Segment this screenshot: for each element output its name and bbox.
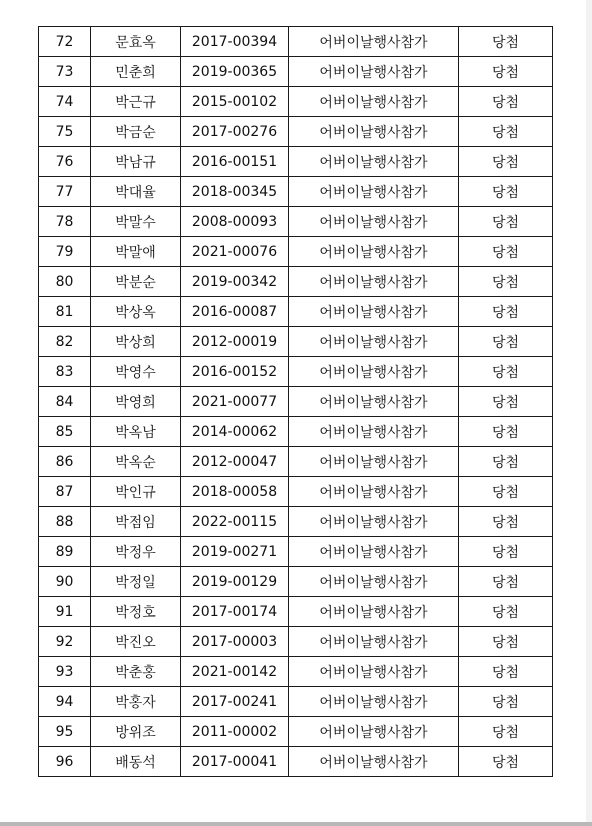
cell-name: 박옥남 (91, 417, 181, 447)
page-right-edge (586, 0, 592, 822)
cell-name: 문효옥 (91, 27, 181, 57)
cell-member-id: 2022-00115 (181, 507, 289, 537)
cell-number: 84 (39, 387, 91, 417)
cell-name: 민춘희 (91, 57, 181, 87)
cell-member-id: 2008-00093 (181, 207, 289, 237)
cell-name: 박영희 (91, 387, 181, 417)
cell-number: 72 (39, 27, 91, 57)
cell-number: 91 (39, 597, 91, 627)
cell-member-id: 2016-00151 (181, 147, 289, 177)
cell-number: 95 (39, 717, 91, 747)
cell-result: 당첨 (459, 717, 553, 747)
cell-result: 당첨 (459, 417, 553, 447)
cell-event: 어버이날행사참가 (289, 417, 459, 447)
cell-result: 당첨 (459, 87, 553, 117)
cell-result: 당첨 (459, 597, 553, 627)
cell-result: 당첨 (459, 387, 553, 417)
cell-result: 당첨 (459, 297, 553, 327)
cell-event: 어버이날행사참가 (289, 117, 459, 147)
cell-member-id: 2018-00345 (181, 177, 289, 207)
winners-table (38, 26, 553, 777)
cell-event: 어버이날행사참가 (289, 447, 459, 477)
table-row (39, 27, 553, 57)
cell-number: 93 (39, 657, 91, 687)
cell-result: 당첨 (459, 687, 553, 717)
cell-event: 어버이날행사참가 (289, 687, 459, 717)
cell-result: 당첨 (459, 507, 553, 537)
cell-name: 박상옥 (91, 297, 181, 327)
cell-number: 83 (39, 357, 91, 387)
cell-member-id: 2019-00342 (181, 267, 289, 297)
cell-name: 박옥순 (91, 447, 181, 477)
cell-name: 박상희 (91, 327, 181, 357)
cell-result: 당첨 (459, 177, 553, 207)
cell-event: 어버이날행사참가 (289, 627, 459, 657)
table-row (39, 57, 553, 87)
cell-member-id: 2017-00241 (181, 687, 289, 717)
table-row (39, 357, 553, 387)
cell-number: 90 (39, 567, 91, 597)
cell-member-id: 2021-00077 (181, 387, 289, 417)
cell-number: 86 (39, 447, 91, 477)
cell-name: 박춘홍 (91, 657, 181, 687)
cell-number: 78 (39, 207, 91, 237)
cell-result: 당첨 (459, 327, 553, 357)
cell-member-id: 2011-00002 (181, 717, 289, 747)
table-row (39, 597, 553, 627)
cell-member-id: 2014-00062 (181, 417, 289, 447)
cell-result: 당첨 (459, 147, 553, 177)
cell-number: 96 (39, 747, 91, 777)
cell-number: 76 (39, 147, 91, 177)
table-row (39, 207, 553, 237)
cell-event: 어버이날행사참가 (289, 267, 459, 297)
cell-number: 77 (39, 177, 91, 207)
table-row (39, 297, 553, 327)
cell-number: 85 (39, 417, 91, 447)
cell-event: 어버이날행사참가 (289, 147, 459, 177)
cell-number: 74 (39, 87, 91, 117)
cell-event: 어버이날행사참가 (289, 57, 459, 87)
table-row (39, 87, 553, 117)
cell-member-id: 2012-00019 (181, 327, 289, 357)
cell-result: 당첨 (459, 207, 553, 237)
cell-name: 박영수 (91, 357, 181, 387)
cell-number: 75 (39, 117, 91, 147)
cell-name: 박남규 (91, 147, 181, 177)
cell-number: 80 (39, 267, 91, 297)
table-row (39, 177, 553, 207)
cell-number: 89 (39, 537, 91, 567)
cell-number: 92 (39, 627, 91, 657)
cell-event: 어버이날행사참가 (289, 477, 459, 507)
table-row (39, 507, 553, 537)
cell-event: 어버이날행사참가 (289, 657, 459, 687)
cell-name: 배동석 (91, 747, 181, 777)
cell-result: 당첨 (459, 447, 553, 477)
cell-event: 어버이날행사참가 (289, 747, 459, 777)
cell-member-id: 2019-00129 (181, 567, 289, 597)
table-row (39, 237, 553, 267)
table-row (39, 747, 553, 777)
cell-name: 박진오 (91, 627, 181, 657)
cell-name: 박인규 (91, 477, 181, 507)
cell-event: 어버이날행사참가 (289, 357, 459, 387)
cell-number: 79 (39, 237, 91, 267)
table-row (39, 687, 553, 717)
cell-event: 어버이날행사참가 (289, 387, 459, 417)
cell-member-id: 2017-00174 (181, 597, 289, 627)
cell-member-id: 2017-00003 (181, 627, 289, 657)
cell-member-id: 2017-00276 (181, 117, 289, 147)
table-row (39, 657, 553, 687)
table-row (39, 447, 553, 477)
cell-result: 당첨 (459, 357, 553, 387)
cell-result: 당첨 (459, 477, 553, 507)
cell-name: 박정호 (91, 597, 181, 627)
cell-member-id: 2016-00152 (181, 357, 289, 387)
cell-event: 어버이날행사참가 (289, 27, 459, 57)
cell-event: 어버이날행사참가 (289, 207, 459, 237)
cell-member-id: 2017-00394 (181, 27, 289, 57)
cell-name: 박홍자 (91, 687, 181, 717)
cell-member-id: 2021-00142 (181, 657, 289, 687)
cell-result: 당첨 (459, 627, 553, 657)
table-row (39, 627, 553, 657)
cell-event: 어버이날행사참가 (289, 327, 459, 357)
cell-result: 당첨 (459, 657, 553, 687)
cell-result: 당첨 (459, 237, 553, 267)
cell-member-id: 2016-00087 (181, 297, 289, 327)
table-row (39, 567, 553, 597)
cell-number: 73 (39, 57, 91, 87)
cell-name: 박정일 (91, 567, 181, 597)
cell-number: 81 (39, 297, 91, 327)
cell-member-id: 2012-00047 (181, 447, 289, 477)
cell-number: 82 (39, 327, 91, 357)
table-body (39, 27, 553, 777)
cell-name: 방위조 (91, 717, 181, 747)
cell-name: 박말수 (91, 207, 181, 237)
cell-event: 어버이날행사참가 (289, 597, 459, 627)
cell-member-id: 2015-00102 (181, 87, 289, 117)
cell-event: 어버이날행사참가 (289, 537, 459, 567)
cell-result: 당첨 (459, 567, 553, 597)
cell-number: 87 (39, 477, 91, 507)
cell-name: 박대율 (91, 177, 181, 207)
cell-name: 박분순 (91, 267, 181, 297)
table-row (39, 477, 553, 507)
cell-name: 박점임 (91, 507, 181, 537)
table-row (39, 717, 553, 747)
cell-name: 박금순 (91, 117, 181, 147)
table-row (39, 117, 553, 147)
cell-result: 당첨 (459, 117, 553, 147)
table-row (39, 147, 553, 177)
page-bottom-edge (0, 822, 592, 826)
table-row (39, 537, 553, 567)
cell-name: 박근규 (91, 87, 181, 117)
cell-event: 어버이날행사참가 (289, 177, 459, 207)
cell-number: 94 (39, 687, 91, 717)
cell-event: 어버이날행사참가 (289, 717, 459, 747)
cell-member-id: 2019-00271 (181, 537, 289, 567)
cell-number: 88 (39, 507, 91, 537)
cell-event: 어버이날행사참가 (289, 507, 459, 537)
cell-member-id: 2017-00041 (181, 747, 289, 777)
cell-event: 어버이날행사참가 (289, 567, 459, 597)
table-row (39, 417, 553, 447)
cell-result: 당첨 (459, 747, 553, 777)
cell-result: 당첨 (459, 57, 553, 87)
table-row (39, 327, 553, 357)
cell-event: 어버이날행사참가 (289, 237, 459, 267)
cell-name: 박말애 (91, 237, 181, 267)
cell-result: 당첨 (459, 267, 553, 297)
cell-result: 당첨 (459, 27, 553, 57)
cell-event: 어버이날행사참가 (289, 297, 459, 327)
cell-name: 박정우 (91, 537, 181, 567)
cell-result: 당첨 (459, 537, 553, 567)
table-row (39, 387, 553, 417)
cell-member-id: 2021-00076 (181, 237, 289, 267)
cell-event: 어버이날행사참가 (289, 87, 459, 117)
cell-member-id: 2018-00058 (181, 477, 289, 507)
cell-member-id: 2019-00365 (181, 57, 289, 87)
table-row (39, 267, 553, 297)
